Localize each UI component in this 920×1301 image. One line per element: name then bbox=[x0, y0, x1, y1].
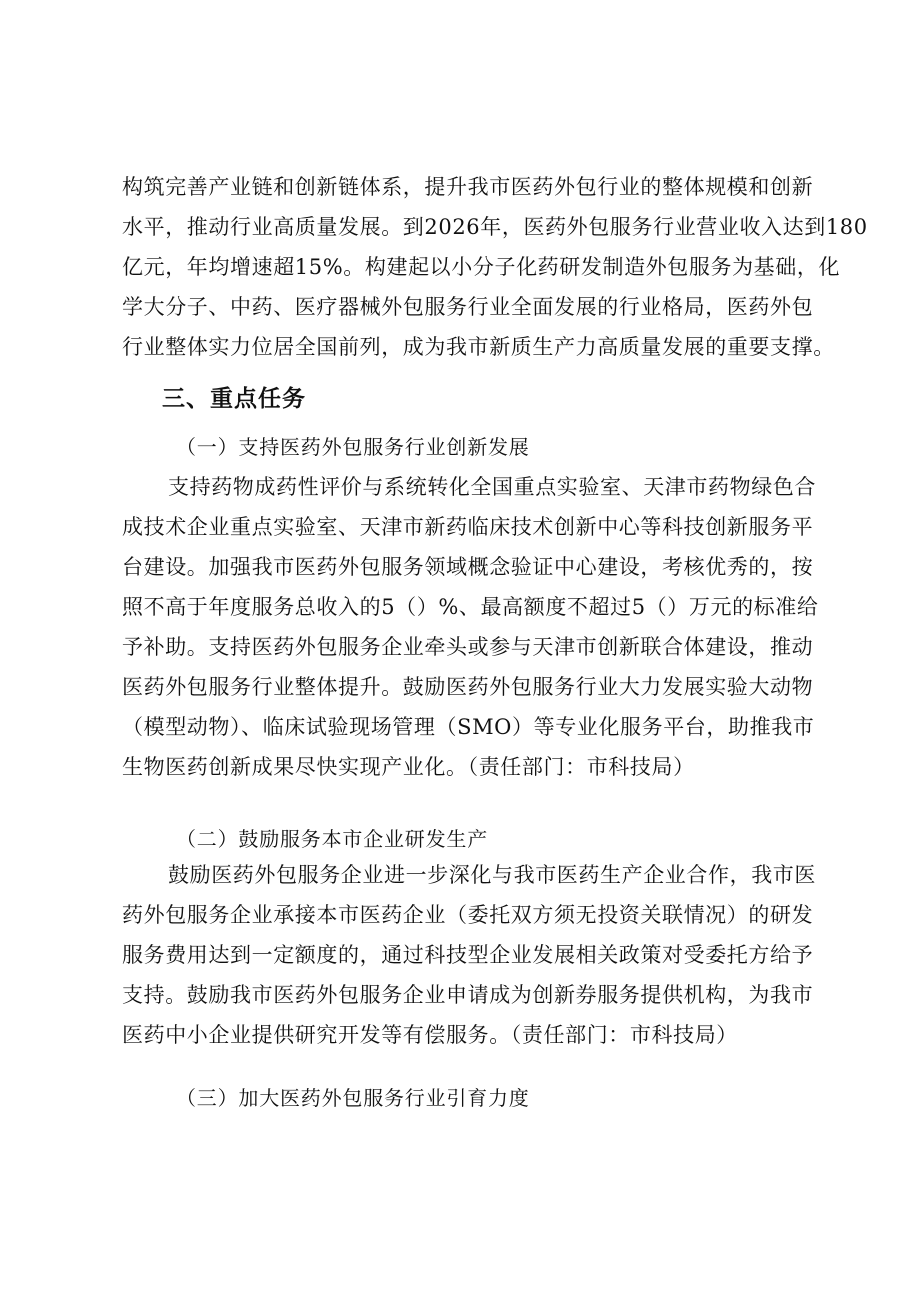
intro-line-2: 水平，推动行业高质量发展。到2026年，医药外包服务行业营业收入达到180 bbox=[122, 215, 868, 239]
task-1-line-4: 照不高于年度服务总收入的5（）%、最高额度不超过5（）万元的标准给 bbox=[122, 595, 819, 619]
task-1-line-6: 医药外包服务行业整体提升。鼓励医药外包服务行业大力发展实验大动物 bbox=[122, 675, 814, 699]
task-1-line-8: 生物医药创新成果尽快实现产业化。（责任部门：市科技局） bbox=[122, 755, 695, 779]
task-2-title: （二）鼓励服务本市企业研发生产 bbox=[176, 827, 488, 851]
task-2-line-1: 鼓励医药外包服务企业进一步深化与我市医药生产企业合作，我市医 bbox=[168, 863, 816, 887]
intro-line-5: 行业整体实力位居全国前列，成为我市新质生产力高质量发展的重要支撑。 bbox=[122, 335, 835, 359]
task-1-line-5: 予补助。支持医药外包服务企业牵头或参与天津市创新联合体建设，推动 bbox=[122, 635, 814, 659]
task-1-line-2: 成技术企业重点实验室、天津市新药临床技术创新中心等科技创新服务平 bbox=[122, 515, 814, 539]
task-2-line-3: 服务费用达到一定额度的，通过科技型企业发展相关政策对受委托方给予 bbox=[122, 943, 814, 967]
task-1-line-7: （模型动物）、临床试验现场管理（SMO）等专业化服务平台，助推我市 bbox=[122, 715, 815, 739]
intro-line-1: 构筑完善产业链和创新链体系，提升我市医药外包行业的整体规模和创新 bbox=[122, 175, 814, 199]
task-3-title: （三）加大医药外包服务行业引育力度 bbox=[176, 1086, 530, 1110]
task-2-line-5: 医药中小企业提供研究开发等有偿服务。（责任部门：市科技局） bbox=[122, 1023, 738, 1047]
section-heading: 三、重点任务 bbox=[162, 386, 306, 412]
intro-line-3: 亿元，年均增速超15%。构建起以小分子化药研发制造外包服务为基础，化 bbox=[122, 255, 841, 279]
intro-line-4: 学大分子、中药、医疗器械外包服务行业全面发展的行业格局，医药外包 bbox=[122, 295, 814, 319]
task-1-line-3: 台建设。加强我市医药外包服务领域概念验证中心建设，考核优秀的，按 bbox=[122, 555, 814, 579]
task-2-line-2: 药外包服务企业承接本市医药企业（委托双方须无投资关联情况）的研发 bbox=[122, 903, 814, 927]
task-1-line-1: 支持药物成药性评价与系统转化全国重点实验室、天津市药物绿色合 bbox=[168, 475, 816, 499]
task-2-line-4: 支持。鼓励我市医药外包服务企业申请成为创新券服务提供机构，为我市 bbox=[122, 983, 814, 1007]
task-1-title: （一）支持医药外包服务行业创新发展 bbox=[176, 435, 530, 459]
